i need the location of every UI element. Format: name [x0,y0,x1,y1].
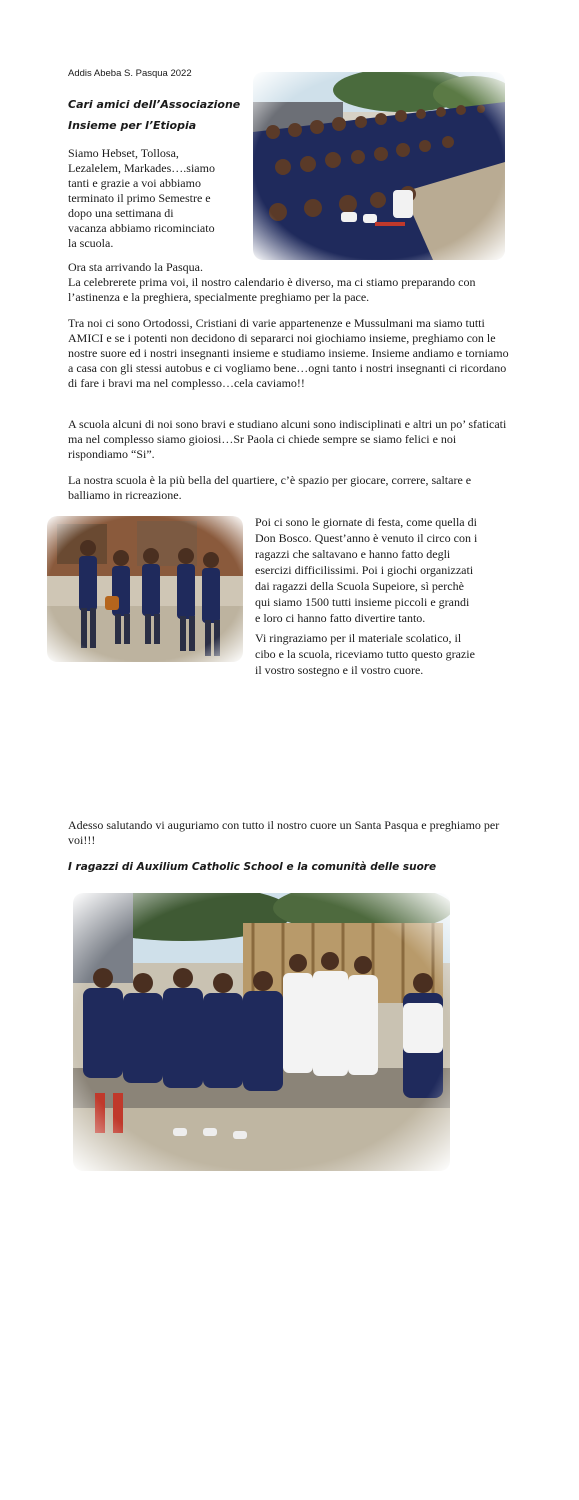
students-rows-illustration [253,72,505,260]
text-line: e loro ci hanno fatto divertire tanto. [255,611,426,625]
text-line: vacanza abbiamo ricominciato [68,221,215,235]
text-line: Lezalelem, Markades….siamo [68,161,215,175]
easter-paragraph: Ora sta arrivando la Pasqua. La celebrerete prima voi, il nostro calendario è diverso, ma ci stiamo preparando con l’astinenza e la preghiera, specialmente preghiamo per la pace. [68,260,476,304]
text-line: Don Bosco. Quest’anno è venuto il circo con i [255,531,478,545]
photo-students-rows [253,72,505,260]
school-paragraph: A scuola alcuni di noi sono bravi e studiano alcuni sono indisciplinati e altri un po’ sfaticati ma nel complesso siamo gioiosi…Sr Paola ci chiede sempre se siamo felici e noi rispondiamo “Si”. [68,417,507,461]
text-line: la scuola. [68,236,114,250]
text-line: terminato il primo Semestre e [68,191,211,205]
closing-paragraph: Adesso salutando vi auguriamo con tutto il nostro cuore un Santa Pasqua e preghiamo per voi!!! [68,818,500,847]
greeting-line-2: Insieme per l’Etiopia [68,119,197,132]
signature: I ragazzi di Auxilium Catholic School e la comunità delle suore [68,861,437,873]
greeting-heading [68,94,253,136]
text-line: esercizi difficilissimi. Poi i giochi organizzati [255,563,474,577]
text-line: cibo e la scuola, riceviamo tutto questo grazie [255,647,475,661]
dateline: Addis Abeba S. Pasqua 2022 [68,68,192,79]
photo-group-community [73,893,450,1171]
text-line: Vi ringraziamo per il materiale scolatico, il [255,631,462,645]
text-line: Poi ci sono le giornate di festa, come quella di [255,515,477,529]
greeting-line-1: Cari amici dell’Associazione [68,98,241,111]
intro-paragraph [68,146,253,251]
thanks-paragraph [255,630,523,678]
text-line: qui siamo 1500 tutti insieme piccoli e grandi [255,595,470,609]
text-line: dai ragazzi della Scuola Supeiore, sì perchè [255,579,464,593]
children-standing-illustration [47,516,243,662]
text-line: il vostro sostegno e il vostro cuore. [255,663,424,677]
photo-children-standing [47,516,243,662]
text-line: tanti e grazie a voi abbiamo [68,176,201,190]
feast-paragraph [255,514,523,626]
text-line: ragazzi che saltavano e hanno fatto degli [255,547,451,561]
text-line: dopo una settimana di [68,206,174,220]
group-community-illustration [73,893,450,1171]
neighborhood-paragraph: La nostra scuola è la più bella del quartiere, c’è spazio per giocare, correre, saltare e balliamo in ricreazione. [68,473,472,502]
friends-paragraph: Tra noi ci sono Ortodossi, Cristiani di varie appartenenze e Mussulmani ma siamo tutti AMICI e se i potenti non decidono di separarci noi giochiamo insieme, preghiamo con le nostre suore ed i nostri insegnanti insieme e studiamo insieme. Insieme andiamo e torniamo a casa con gli stessi autobus e ci vogliamo bene…ogni tanto i nostri insegnanti ci ricordano di fare i bravi ma nel complesso…cela caviamo!! [68,316,509,390]
text-line: Siamo Hebset, Tollosa, [68,146,179,160]
